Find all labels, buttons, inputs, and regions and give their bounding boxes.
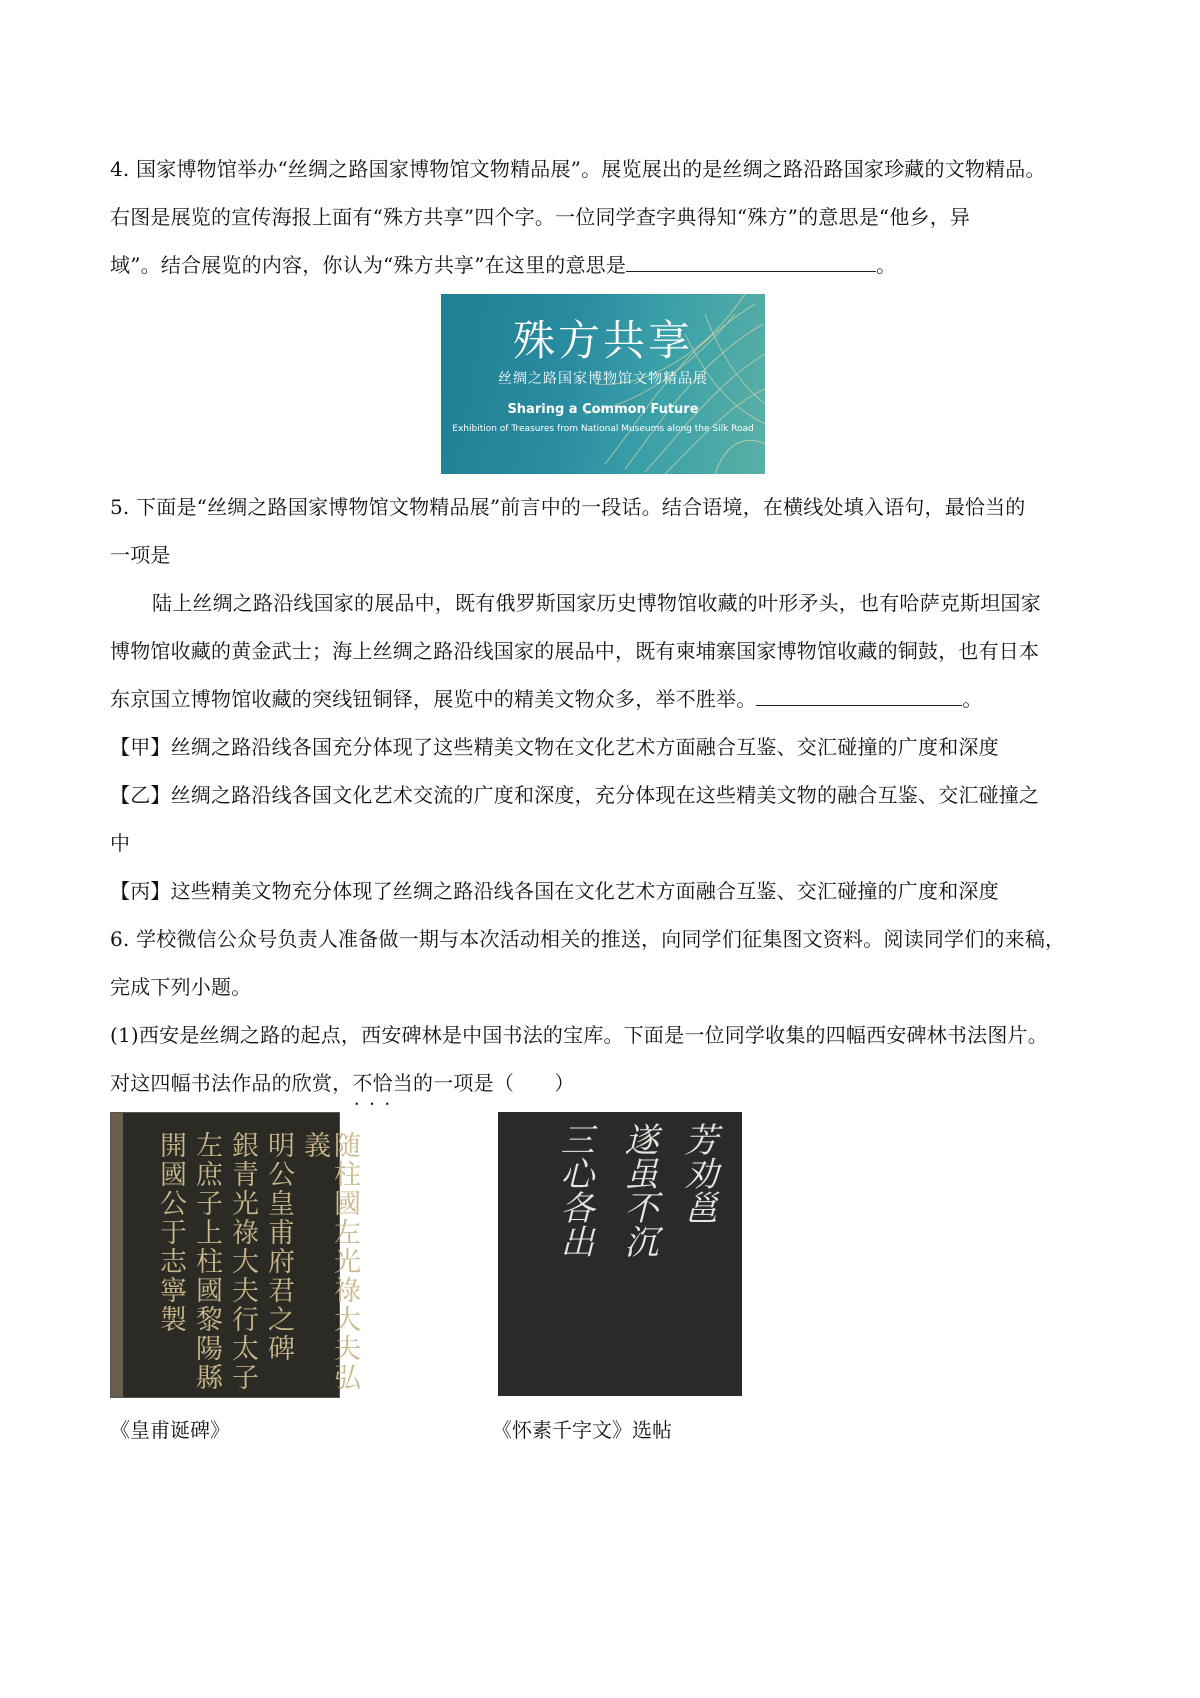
- callig1-caption: 《皇甫诞碑》: [110, 1418, 230, 1442]
- callig2-column: 芳劝邕: [678, 1122, 718, 1224]
- q5-line1: 5. 下面是“丝绸之路国家博物馆文物精品展”前言中的一段话。结合语境，在横线处填入语句，最恰当的: [110, 495, 1026, 519]
- calligraphy-image-huaisu: [498, 1112, 742, 1396]
- poster-subtitle: 丝绸之路国家博物馆文物精品展: [498, 371, 708, 387]
- passage-line1: 陆上丝绸之路沿线国家的展品中，既有俄罗斯国家历史博物馆收藏的叶形矛头，也有哈萨克斯坦国家: [152, 591, 1041, 615]
- callig1-column: 左庶子上柱國黎陽縣: [191, 1131, 222, 1392]
- q6-line2: 完成下列小题。: [110, 975, 252, 999]
- passage-line3-text: 东京国立博物馆收藏的突线钮铜铎，展览中的精美文物众多，举不胜举。: [110, 687, 757, 711]
- answer-blank[interactable]: [626, 253, 876, 272]
- callig1-column: 銀青光祿大夫行太子: [227, 1131, 258, 1392]
- exhibition-poster: [441, 294, 765, 474]
- passage-line3: [110, 687, 983, 711]
- callig1-column: 開國公于志寧製: [155, 1131, 186, 1334]
- poster-english-subtitle: Exhibition of Treasures from National Museums along the Silk Road: [452, 424, 754, 434]
- callig1-column: 明公皇甫府君之碑: [263, 1131, 294, 1363]
- option-yi-line1: 【乙】丝绸之路沿线各国文化艺术交流的广度和深度，充分体现在这些精美文物的融合互鉴、交汇碰撞之: [110, 783, 1040, 807]
- q6-sub1-line2: [110, 1071, 575, 1095]
- option-yi-line2: 中: [110, 831, 131, 855]
- calligraphy-image-huangfu: [110, 1112, 360, 1398]
- callig2-caption: 《怀素千字文》选帖: [492, 1418, 672, 1442]
- callig2-column: 三心各出: [554, 1122, 594, 1258]
- q6-sub1-text: 对这四幅书法作品的欣赏，: [110, 1071, 353, 1095]
- passage-line2: 博物馆收藏的黄金武士；海上丝绸之路沿线国家的展品中，既有柬埔寨国家博物馆收藏的铜鼓，也有日本: [110, 639, 1040, 663]
- q6-sub1-end: 的一项是（ ）: [413, 1071, 575, 1095]
- poster-english-title: Sharing a Common Future: [507, 402, 699, 417]
- option-bing: 【丙】这些精美文物充分体现了丝绸之路沿线各国在文化艺术方面融合互鉴、交汇碰撞的广度和深度: [110, 879, 999, 903]
- rubbing-edge: [111, 1113, 123, 1397]
- fill-blank[interactable]: [756, 687, 962, 706]
- q5-line2: 一项是: [110, 543, 171, 567]
- q4-line3: [110, 253, 896, 277]
- q4-line3-text: 域”。结合展览的内容，你认为“殊方共享”在这里的意思是: [110, 253, 627, 277]
- passage-line3-end: 。: [962, 687, 983, 711]
- option-jia: 【甲】丝绸之路沿线各国充分体现了这些精美文物在文化艺术方面融合互鉴、交汇碰撞的广度和深度: [110, 735, 999, 759]
- callig1-column: 随柱國左光祿大夫弘義: [299, 1131, 360, 1392]
- q4-line3-end: 。: [876, 253, 897, 277]
- q6-line1: 6. 学校微信公众号负责人准备做一期与本次活动相关的推送，向同学们征集图文资料。阅读同学们的来稿，: [110, 927, 1066, 951]
- q6-sub1-line1: (1)西安是丝绸之路的起点，西安碑林是中国书法的宝库。下面是一位同学收集的四幅西安碑林书法图片。: [110, 1023, 1048, 1047]
- emphasis-not-appropriate: 不恰当 • • •: [352, 1071, 413, 1095]
- q4-line2: 右图是展览的宣传海报上面有“殊方共享”四个字。一位同学查字典得知“殊方”的意思是“他乡，异: [110, 205, 971, 229]
- q4-line1: 4. 国家博物馆举办“丝绸之路国家博物馆文物精品展”。展览展出的是丝绸之路沿路国家珍藏的文物精品。: [110, 157, 1046, 181]
- callig2-column: 遂虽不沉: [618, 1122, 658, 1258]
- poster-title: 殊方共享: [512, 316, 693, 365]
